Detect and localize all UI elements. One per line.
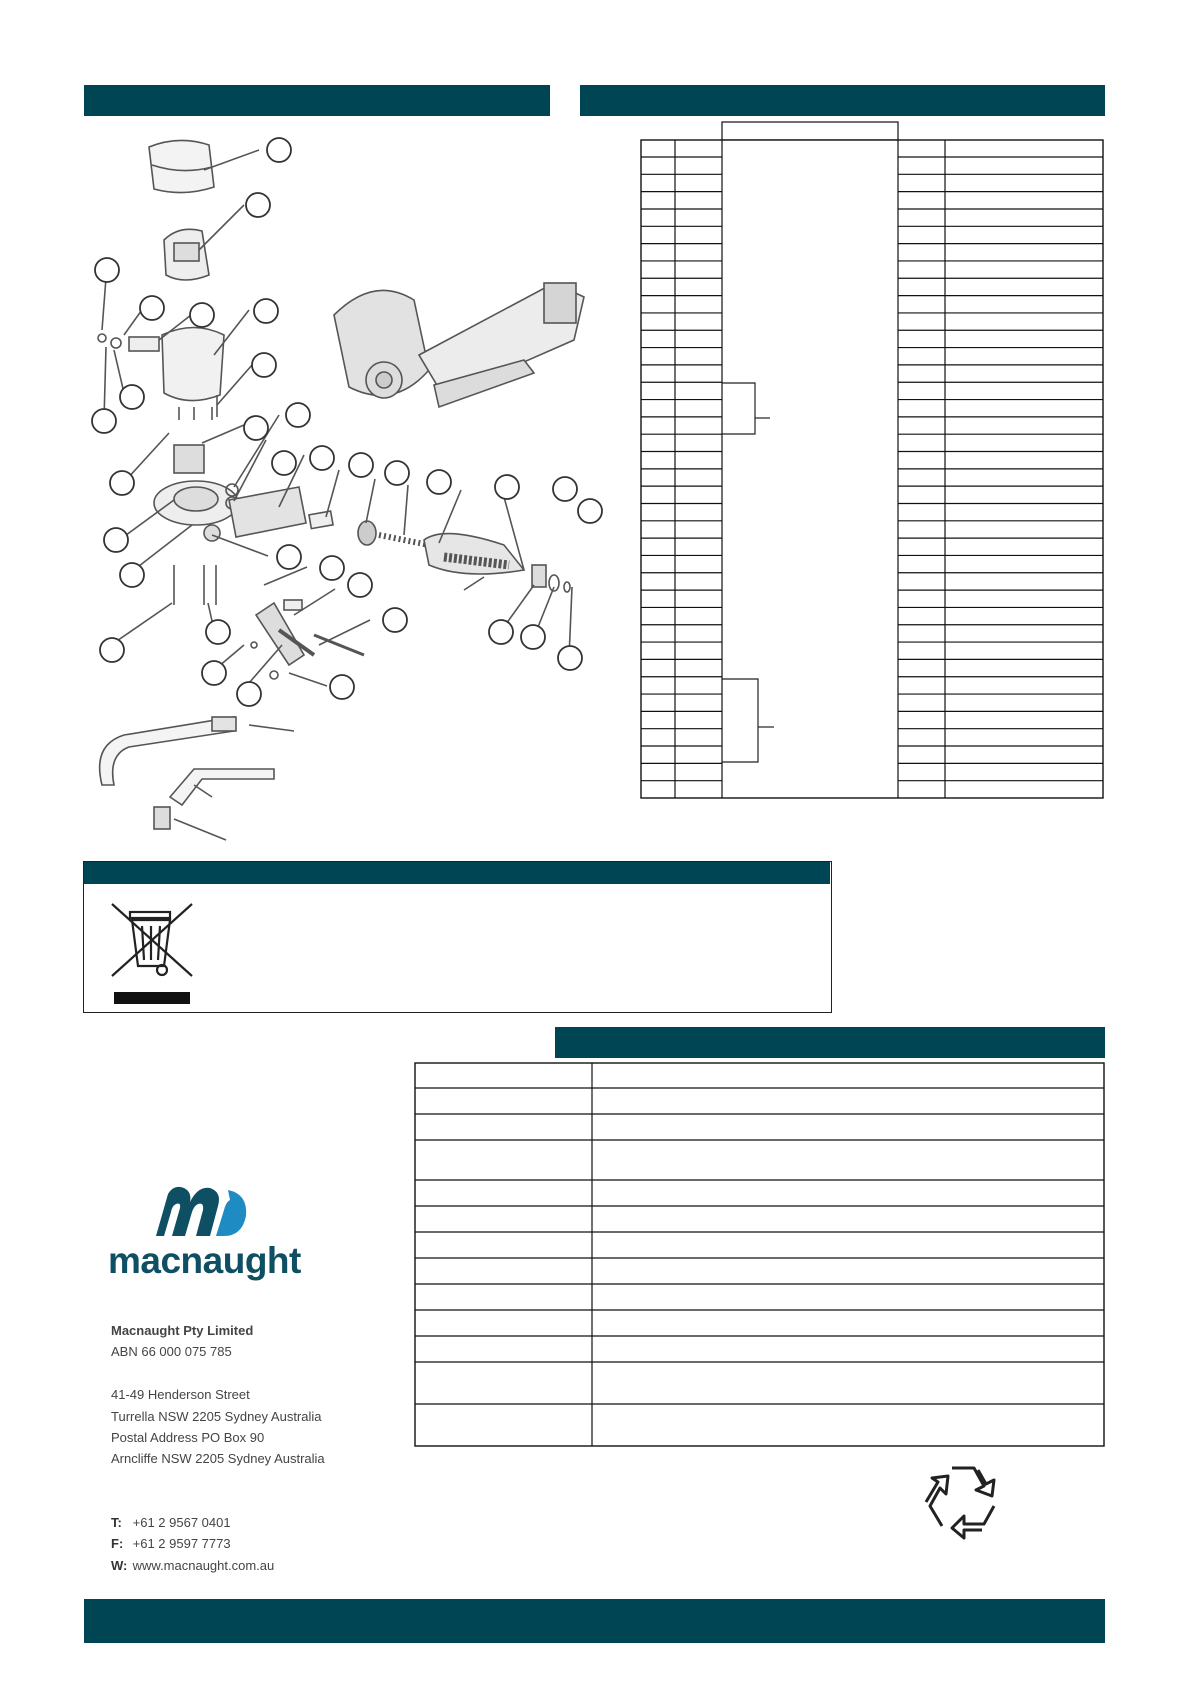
fax-row xyxy=(111,1533,411,1554)
address-line-1: 41-49 Henderson Street xyxy=(111,1387,250,1403)
logo-mark-icon xyxy=(150,1180,260,1240)
fax-label: F: xyxy=(111,1536,124,1552)
specifications-table xyxy=(414,1062,1106,1448)
parts-list-table xyxy=(640,121,1105,801)
phone-row xyxy=(111,1512,411,1533)
address-line-2: Turrella NSW 2205 Sydney Australia xyxy=(111,1408,322,1424)
company-name: Macnaught Pty Limited xyxy=(111,1323,254,1338)
footer-bar xyxy=(84,1599,1105,1643)
specifications-header-bar xyxy=(555,1027,1105,1058)
address-line-3: Postal Address PO Box 90 xyxy=(111,1430,265,1446)
parts-diagram-header-bar xyxy=(84,85,550,116)
phone-number: +61 2 9567 0401 xyxy=(132,1514,231,1530)
company-details xyxy=(111,1320,411,1576)
fax-number: +61 2 9597 7773 xyxy=(132,1536,231,1552)
parts-list-grid xyxy=(640,121,1105,801)
exploded-parts-drawing xyxy=(84,125,604,850)
crossed-out-wheelie-bin-icon xyxy=(104,898,194,1008)
parts-list-header-bar xyxy=(580,85,1105,116)
web-label: W: xyxy=(111,1557,128,1573)
disposal-header-bar xyxy=(84,862,830,884)
recycle-icon xyxy=(922,1458,1004,1540)
logo-wordmark: macnaught xyxy=(108,1240,301,1281)
web-address[interactable]: www.macnaught.com.au xyxy=(132,1557,275,1573)
web-row xyxy=(111,1555,411,1576)
disposal-box xyxy=(83,861,832,1013)
specifications-grid xyxy=(414,1062,1106,1448)
company-abn: ABN 66 000 075 785 xyxy=(111,1344,232,1360)
macnaught-logo xyxy=(150,1180,260,1240)
exploded-parts-svg xyxy=(84,125,604,850)
phone-label: T: xyxy=(111,1514,122,1530)
address-line-4: Arncliffe NSW 2205 Sydney Australia xyxy=(111,1451,325,1467)
